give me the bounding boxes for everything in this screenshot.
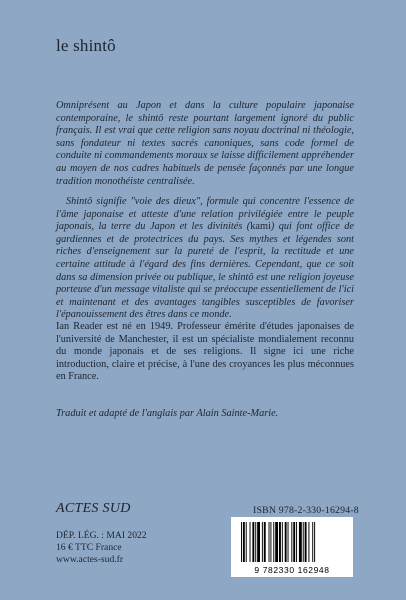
barcode-bar	[269, 522, 270, 562]
barcode-bar	[312, 522, 313, 562]
legal-deposit: DÉP. LÉG. : MAI 2022	[56, 530, 147, 541]
barcode-bar	[299, 522, 302, 562]
barcode-bar	[243, 522, 245, 562]
barcode-bar	[314, 522, 315, 562]
barcode-bar	[273, 522, 274, 562]
barcode-bar	[291, 522, 292, 562]
description-paragraph: Omniprésent au Japon et dans la culture populaire japonaise contemporaine, le shintô reste pourtant largement ignoré du public français. Il est vrai que cette religion sans noyau doctrinal ni théologie, sans fondateur ni textes sacrés canoniques, sans code formel de conduite ni commandements moraux se laisse difficilement appréhender au moyen de nos cadres habituels de pensée façonnés par une longue tradition monothéiste centralisée.	[56, 100, 354, 187]
barcode-bar	[252, 522, 254, 562]
barcode	[231, 517, 353, 577]
paragraph-part: ) qui font office de gardiennes et de protectrices du pays. Ses mythes et légendes sont riches d'enseignement sur la pureté de l'esprit, la rectitude et une certaine attitude à l'égard des fins dernières. Cependant, que ce soit dans sa dimension privée ou publique, le shintô est une religion joyeuse porteuse d'un message vitaliste qui se préoccupe essentiellement de l'ici et maintenant et des avantages tangibles susceptibles de favoriser l'épanouissement des êtres dans ce monde.	[56, 221, 354, 321]
book-title: le shintô	[56, 36, 116, 55]
publication-info	[56, 530, 147, 566]
barcode-bar	[308, 522, 309, 562]
barcode-bar	[270, 522, 271, 562]
barcode-bar	[305, 522, 307, 562]
publisher-logo: ACTES SUD	[56, 501, 131, 516]
paragraph-part: Shintô signifie "voie des dieux", formule qui concentre l'essence de l'âme japonaise et atteste d'une relation privilégiée entre le peuple japonais, la terre du Japon et les divinités (	[56, 196, 354, 233]
shinto-meaning-paragraph	[56, 196, 354, 322]
barcode-bars	[231, 517, 353, 565]
barcode-bar	[255, 522, 256, 562]
barcode-bar	[279, 522, 281, 562]
author-bio: Ian Reader est né en 1949. Professeur émérite d'études japonaises de l'université de Manchester, il est un spécialiste mondialement reconnu du monde japonais et de ses religions. Il signe ici une riche introduction, claire et précise, à l'une des croyances les plus méconnues en France.	[56, 321, 354, 383]
website: www.actes-sud.fr	[56, 554, 124, 565]
barcode-bar	[246, 522, 247, 562]
barcode-bar	[288, 522, 289, 562]
price: 16 € TTC France	[56, 542, 122, 553]
barcode-digits: 9 782330 162948	[254, 565, 330, 575]
barcode-bar	[293, 522, 295, 562]
kami-term: kami	[250, 221, 271, 233]
barcode-bar	[264, 522, 266, 562]
barcode-bar	[282, 522, 283, 562]
barcode-bar	[257, 522, 260, 562]
isbn: ISBN 978-2-330-16294-8	[253, 505, 359, 516]
barcode-bar	[262, 522, 263, 562]
barcode-bar	[296, 522, 297, 562]
barcode-bar	[285, 522, 287, 562]
barcode-bar	[275, 522, 278, 562]
barcode-bar	[250, 522, 251, 562]
barcode-bar	[241, 522, 242, 562]
translator-credit: Traduit et adapté de l'anglais par Alain Sainte-Marie.	[56, 408, 279, 419]
barcode-bar	[303, 522, 304, 562]
